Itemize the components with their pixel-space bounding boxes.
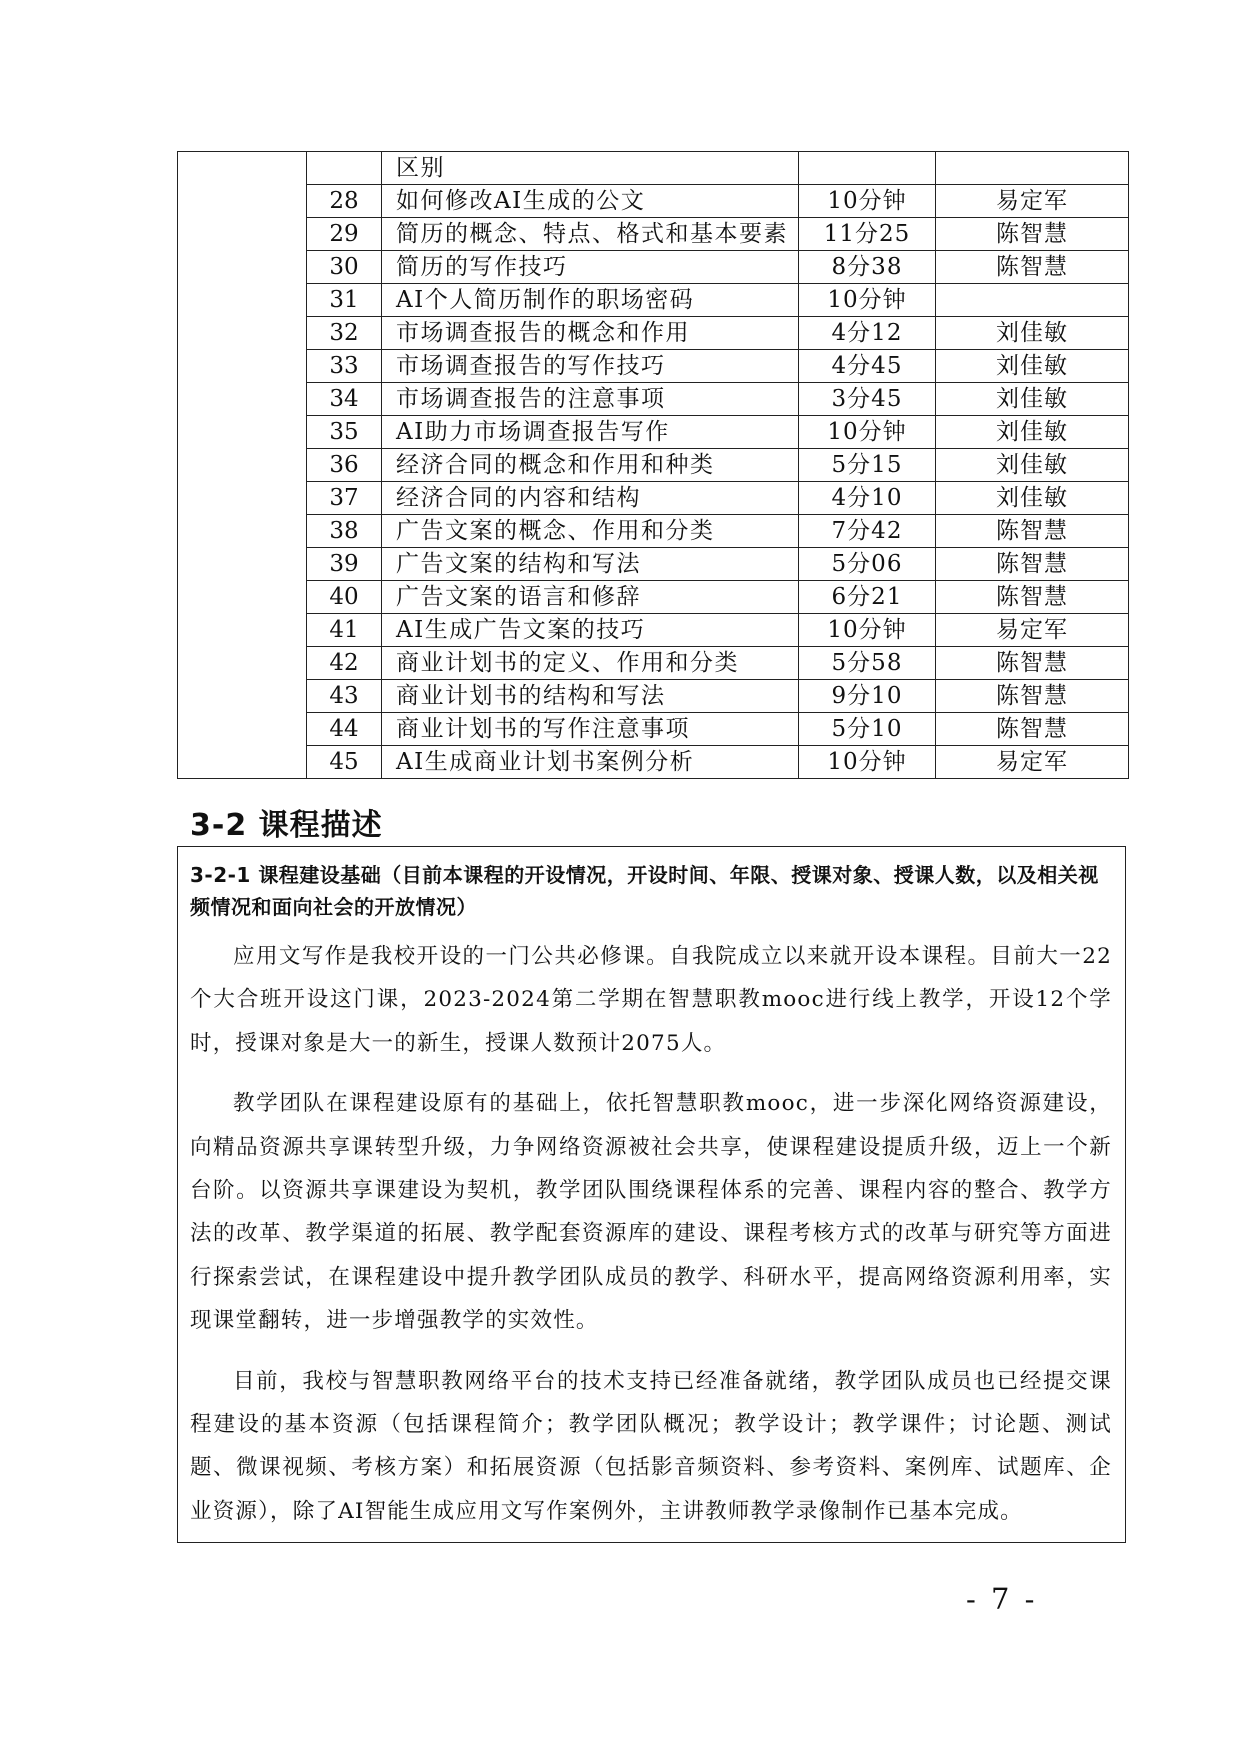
lesson-title: AI助力市场调查报告写作: [382, 416, 799, 449]
lesson-title: 商业计划书的结构和写法: [382, 680, 799, 713]
lesson-duration: 4分12: [799, 317, 936, 350]
lesson-duration: 4分10: [799, 482, 936, 515]
group-cell: [178, 152, 307, 779]
lessons-table: [177, 151, 1129, 779]
lesson-teacher: 刘佳敏: [936, 350, 1129, 383]
lesson-title: 市场调查报告的注意事项: [382, 383, 799, 416]
lesson-duration: 6分21: [799, 581, 936, 614]
table-row: [178, 218, 1129, 251]
table-row: [178, 383, 1129, 416]
lesson-number: 28: [307, 185, 382, 218]
lesson-duration: 10分钟: [799, 284, 936, 317]
table-row: [178, 614, 1129, 647]
lesson-title: 经济合同的概念和作用和种类: [382, 449, 799, 482]
lesson-number: 30: [307, 251, 382, 284]
lesson-number: 42: [307, 647, 382, 680]
description-body: [190, 935, 1112, 1550]
lesson-number: 29: [307, 218, 382, 251]
lesson-title: 简历的概念、特点、格式和基本要素: [382, 218, 799, 251]
lesson-title: 广告文案的结构和写法: [382, 548, 799, 581]
lesson-duration: 3分45: [799, 383, 936, 416]
lesson-teacher: 陈智慧: [936, 218, 1129, 251]
lesson-teacher: 陈智慧: [936, 515, 1129, 548]
lesson-teacher: 陈智慧: [936, 713, 1129, 746]
lesson-title: 经济合同的内容和结构: [382, 482, 799, 515]
lesson-number: [307, 152, 382, 185]
lesson-duration: 5分15: [799, 449, 936, 482]
paragraph: 教学团队在课程建设原有的基础上，依托智慧职教mooc，进一步深化网络资源建设，向精品资源共享课转型升级，力争网络资源被社会共享，使课程建设提质升级，迈上一个新台阶。以资源共享课建设为契机，教学团队围绕课程体系的完善、课程内容的整合、教学方法的改革、教学渠道的拓展、教学配套资源库的建设、课程考核方式的改革与研究等方面进行探索尝试，在课程建设中提升教学团队成员的教学、科研水平，提高网络资源利用率，实现课堂翻转，进一步增强教学的实效性。: [190, 1091, 1112, 1334]
lesson-duration: 5分06: [799, 548, 936, 581]
lesson-title: 简历的写作技巧: [382, 251, 799, 284]
course-description-box: [177, 846, 1126, 1543]
lesson-number: 38: [307, 515, 382, 548]
lesson-teacher: 易定军: [936, 746, 1129, 779]
lesson-number: 45: [307, 746, 382, 779]
lesson-number: 37: [307, 482, 382, 515]
lesson-teacher: 陈智慧: [936, 251, 1129, 284]
lesson-teacher: 刘佳敏: [936, 416, 1129, 449]
lesson-duration: 8分38: [799, 251, 936, 284]
lesson-title: 商业计划书的定义、作用和分类: [382, 647, 799, 680]
table-row: [178, 416, 1129, 449]
lesson-teacher: [936, 284, 1129, 317]
lesson-number: 35: [307, 416, 382, 449]
paragraph: 目前，我校与智慧职教网络平台的技术支持已经准备就绪，教学团队成员也已经提交课程建设的基本资源（包括课程简介；教学团队概况；教学设计；教学课件；讨论题、测试题、微课视频、考核方案）和拓展资源（包括影音频资料、参考资料、案例库、试题库、企业资源），除了AI智能生成应用文写作案例外，主讲教师教学录像制作已基本完成。: [190, 1368, 1112, 1524]
lesson-teacher: 易定军: [936, 185, 1129, 218]
lesson-number: 40: [307, 581, 382, 614]
lesson-title: 市场调查报告的概念和作用: [382, 317, 799, 350]
box-heading: 3-2-1 课程建设基础（目前本课程的开设情况，开设时间、年限、授课对象、授课人数，以及相关视频情况和面向社会的开放情况）: [190, 863, 1099, 919]
table-row: [178, 515, 1129, 548]
lesson-teacher: 刘佳敏: [936, 317, 1129, 350]
lesson-duration: 5分58: [799, 647, 936, 680]
lesson-duration: 10分钟: [799, 416, 936, 449]
lesson-teacher: 陈智慧: [936, 581, 1129, 614]
table-row: [178, 317, 1129, 350]
lesson-number: 43: [307, 680, 382, 713]
table-row: [178, 713, 1129, 746]
lesson-teacher: 易定军: [936, 614, 1129, 647]
table-row: [178, 746, 1129, 779]
lesson-title: 市场调查报告的写作技巧: [382, 350, 799, 383]
lesson-title: 商业计划书的写作注意事项: [382, 713, 799, 746]
lesson-teacher: 陈智慧: [936, 548, 1129, 581]
lesson-number: 31: [307, 284, 382, 317]
lesson-teacher: 陈智慧: [936, 680, 1129, 713]
table-row: [178, 548, 1129, 581]
table-row: [178, 152, 1129, 185]
lesson-duration: 4分45: [799, 350, 936, 383]
lesson-duration: 10分钟: [799, 185, 936, 218]
lesson-number: 39: [307, 548, 382, 581]
lesson-teacher: 刘佳敏: [936, 383, 1129, 416]
lesson-duration: 5分10: [799, 713, 936, 746]
table-row: [178, 581, 1129, 614]
lesson-number: 34: [307, 383, 382, 416]
lesson-title: AI生成广告文案的技巧: [382, 614, 799, 647]
lesson-teacher: 刘佳敏: [936, 482, 1129, 515]
table-row: [178, 647, 1129, 680]
lessons-table-body: [178, 152, 1129, 779]
lesson-duration: 10分钟: [799, 746, 936, 779]
table-row: [178, 482, 1129, 515]
lesson-duration: [799, 152, 936, 185]
section-heading: 3-2 课程描述: [190, 808, 383, 843]
lesson-number: 44: [307, 713, 382, 746]
lesson-teacher: [936, 152, 1129, 185]
table-row: [178, 284, 1129, 317]
lesson-number: 36: [307, 449, 382, 482]
table-row: [178, 449, 1129, 482]
lesson-title: 如何修改AI生成的公文: [382, 185, 799, 218]
lesson-title: 广告文案的语言和修辞: [382, 581, 799, 614]
lesson-duration: 11分25: [799, 218, 936, 251]
lesson-duration: 10分钟: [799, 614, 936, 647]
lesson-duration: 9分10: [799, 680, 936, 713]
page-number: - 7 -: [966, 1582, 1038, 1616]
lesson-title: 区别: [382, 152, 799, 185]
lesson-duration: 7分42: [799, 515, 936, 548]
table-row: [178, 680, 1129, 713]
lesson-title: 广告文案的概念、作用和分类: [382, 515, 799, 548]
table-row: [178, 350, 1129, 383]
paragraph: 应用文写作是我校开设的一门公共必修课。自我院成立以来就开设本课程。目前大一22个大合班开设这门课，2023-2024第二学期在智慧职教mooc进行线上教学，开设12个学时，授课对象是大一的新生，授课人数预计2075人。: [190, 944, 1112, 1056]
lesson-title: AI生成商业计划书案例分析: [382, 746, 799, 779]
table-row: [178, 251, 1129, 284]
lesson-number: 41: [307, 614, 382, 647]
lesson-teacher: 刘佳敏: [936, 449, 1129, 482]
lesson-title: AI个人简历制作的职场密码: [382, 284, 799, 317]
table-row: [178, 185, 1129, 218]
lesson-number: 32: [307, 317, 382, 350]
lesson-teacher: 陈智慧: [936, 647, 1129, 680]
lesson-number: 33: [307, 350, 382, 383]
